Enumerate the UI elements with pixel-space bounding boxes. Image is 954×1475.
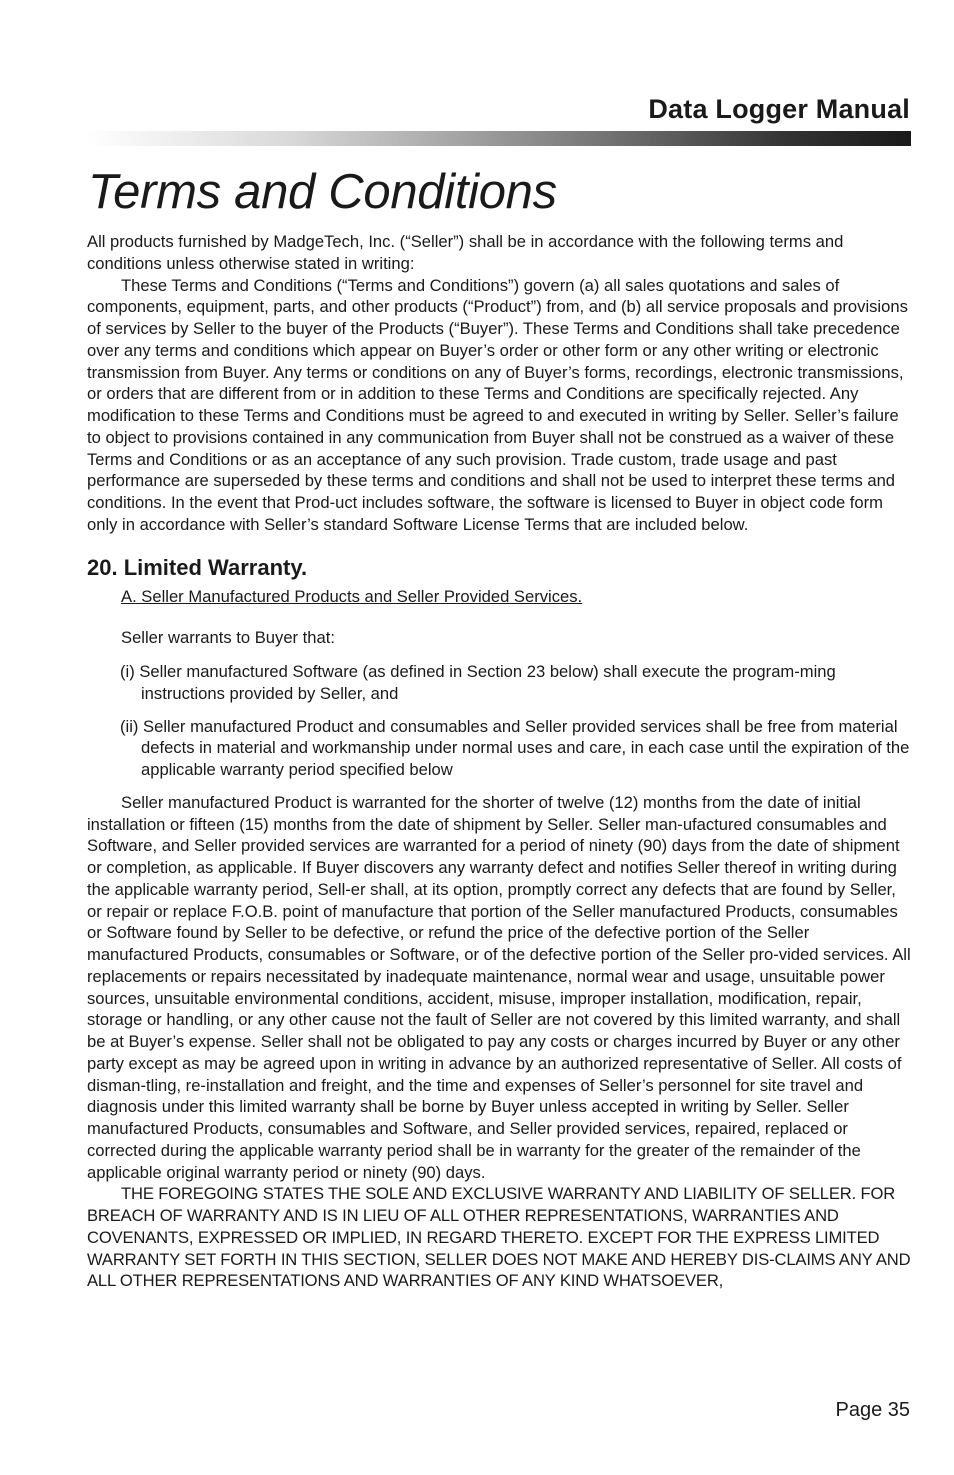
list-item: (i) Seller manufactured Software (as defined in Section 23 below) shall execute the program-ming instructions provided by Seller, and [120,662,836,703]
page-title: Terms and Conditions [88,165,557,219]
document-body [87,231,911,1292]
header-gradient-bar [87,131,911,146]
page-number: Page 35 [835,1399,910,1421]
section-subheading: A. Seller Manufactured Products and Seller Provided Services. [121,586,583,606]
list-item: (ii) Seller manufactured Product and consumables and Seller provided services shall be free from material defects in material and workmanship under normal uses and care, in each case until the expiration of the applicable warranty period specified below [120,716,910,779]
manual-title: Data Logger Manual [648,94,910,124]
section-heading: 20. Limited Warranty. [87,554,308,580]
exclusive-warranty-paragraph: THE FOREGOING STATES THE SOLE AND EXCLUSIVE WARRANTY AND LIABILITY OF SELLER. FOR BREACH OF WARRANTY AND IS IN LIEU OF ALL OTHER REPRESENTATIONS, WARRANTIES AND COVENANTS, EXPRESSED OR IMPLIED, IN REGARD THERETO. EXCEPT FOR THE EXPRESS LIMITED WARRANTY SET FORTH IN THIS SECTION, SELLER DOES NOT MAKE AND HEREBY DIS-CLAIMS ANY AND ALL OTHER REPRESENTATIONS AND WARRANTIES OF ANY KIND WHATSOEVER, [87,1184,911,1291]
warrants-intro: Seller warrants to Buyer that: [121,628,335,648]
warranty-paragraph: Seller manufactured Product is warranted for the shorter of twelve (12) months from the date of initial installation or fifteen (15) months from the date of shipment by Seller. Seller man-ufactured consumables and Software, and Seller provided services are warranted for a period of ninety (90) days from the date of shipment or completion, as applicable. If Buyer discovers any warranty defect and notifies Seller thereof in writing during the applicable warranty period, Sell-er shall, at its option, promptly correct any defects that are found by Seller, or repair or replace F.O.B. point of manufacture that portion of the Seller manufactured Products, consumables or Software found by Seller to be defective, or refund the price of the defective portion of the Seller manufactured Products, consumables or Software, or of the defective portion of the Seller pro-vided services. All replacements or repairs necessitated by inadequate maintenance, normal wear and usage, unsuitable power sources, unsuitable environmental conditions, accident, misuse, improper installation, modification, repair, storage or handling, or any other cause not the fault of Seller are not covered by this limited warranty, and shall be at Buyer’s expense. Seller shall not be obligated to pay any costs or charges incurred by Buyer or any other party except as may be agreed upon in writing in advance by an authorized representative of Seller. All costs of disman-tling, re-installation and freight, and the time and expenses of Seller’s personnel for site travel and diagnosis under this limited warranty shall be borne by Buyer unless accepted in writing by Seller. Seller manufactured Products, consumables and Software, and Seller provided services, repaired, replaced or corrected during the applicable warranty period shall be in warranty for the greater of the remainder of the applicable original warranty period or ninety (90) days. [87,792,911,1182]
intro-paragraph: All products furnished by MadgeTech, Inc. (“Seller”) shall be in accordance with the following terms and conditions unless otherwise stated in writing: [87,232,844,273]
terms-paragraph: These Terms and Conditions (“Terms and Conditions”) govern (a) all sales quotations and sales of components, equipment, parts, and other products (“Product”) from, and (b) all service proposals and provisions of services by Seller to the buyer of the Products (“Buyer”). These Terms and Conditions shall take precedence over any terms and conditions which appear on Buyer’s order or other form or any other writing or electronic transmission from Buyer. Any terms or conditions on any of Buyer’s forms, recordings, electronic transmissions, or orders that are different from or in addition to these Terms and Conditions are specifically rejected. Any modification to these Terms and Conditions must be agreed to and executed in writing by Seller. Seller’s failure to object to provisions contained in any communication from Buyer shall not be construed as a waiver of these Terms and Conditions or as an acceptance of any such provision. Trade custom, trade usage and past performance are superseded by these terms and conditions and shall not be used to interpret these terms and conditions. In the event that Prod-uct includes software, the software is licensed to Buyer in object code form only in accordance with Seller’s standard Software License Terms that are included below. [87,275,908,534]
